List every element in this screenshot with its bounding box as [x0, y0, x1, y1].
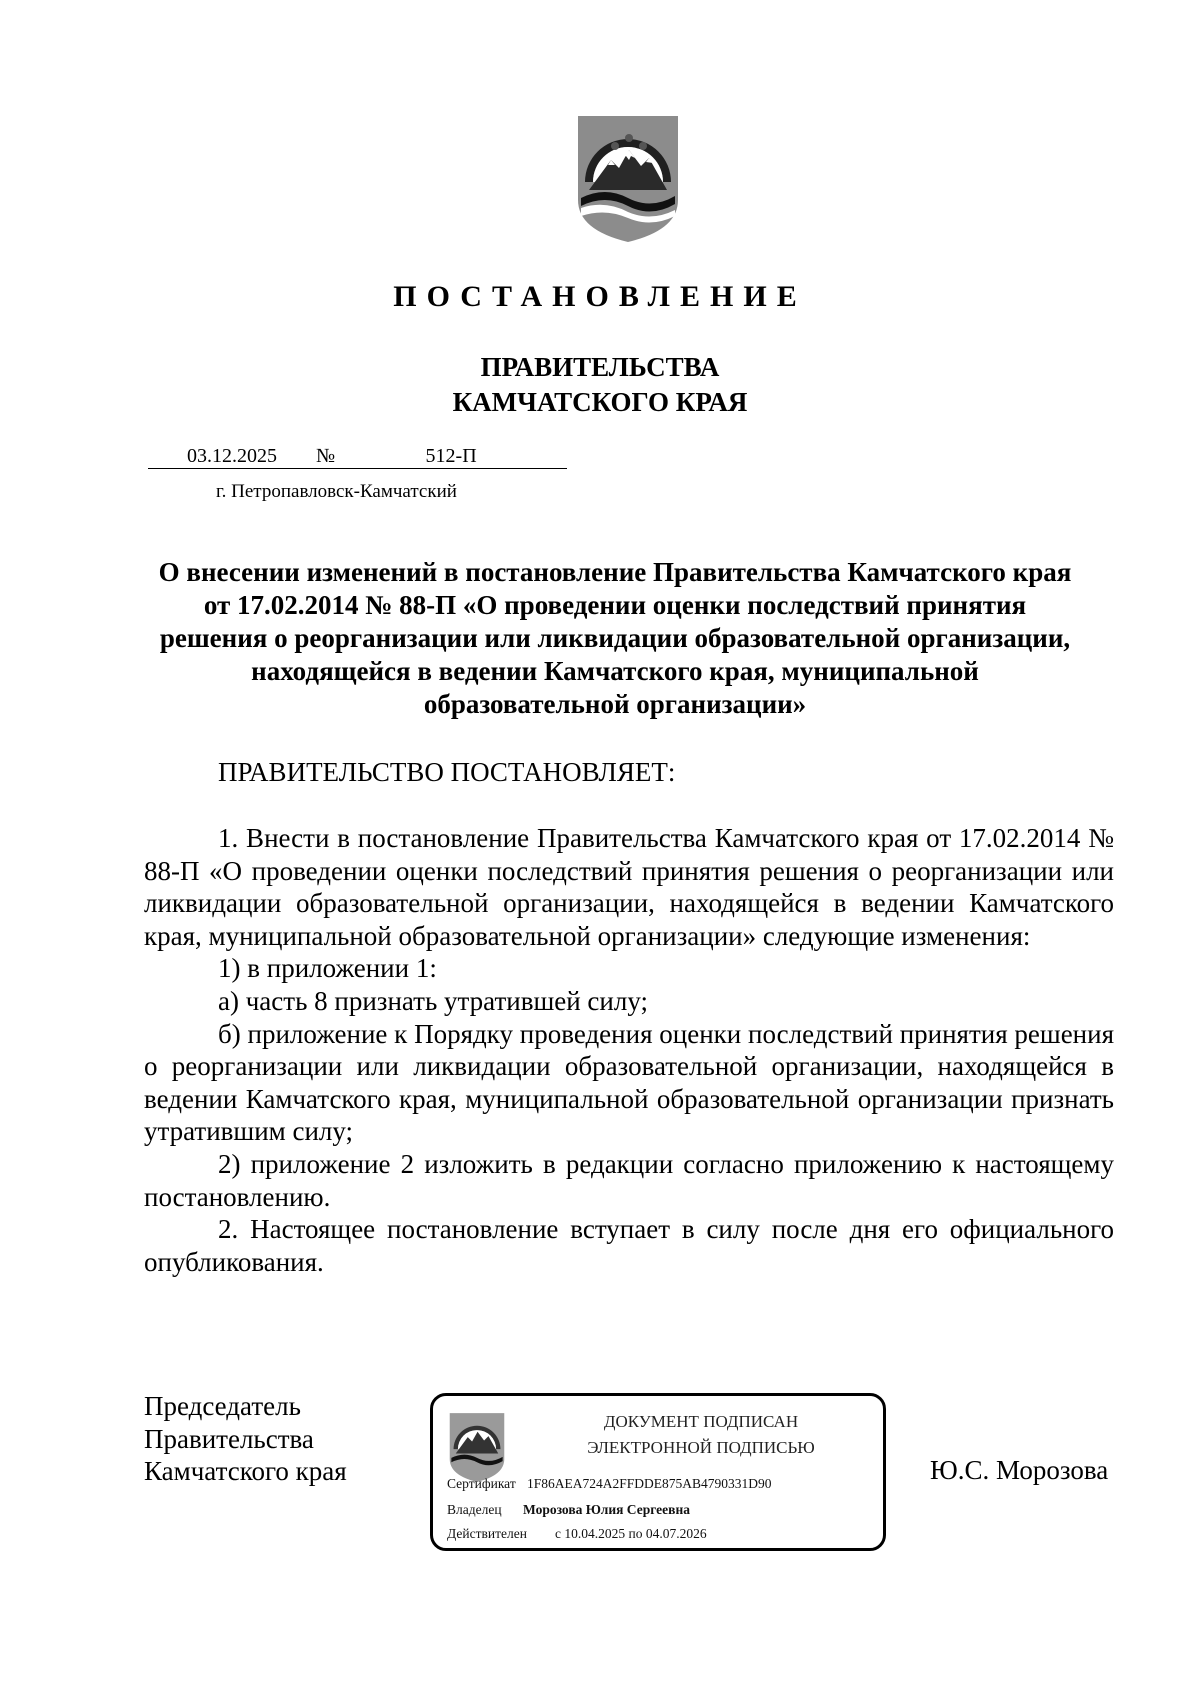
document-subject	[120, 556, 1110, 721]
subject-line: находящейся в ведении Камчатского края, муниципальной	[251, 656, 979, 686]
document-type-title: ПОСТАНОВЛЕНИЕ	[393, 280, 807, 313]
body-paragraph: 1. Внести в постановление Правительства Камчатского края от 17.02.2014 № 88-П «О проведении оценки последствий принятия решения о реорганизации или ликвидации образовательной организации, находящейся в ведении Камчатского края, муниципальной образовательной организации» следующие изменения:	[144, 823, 1114, 951]
subject-line: решения о реорганизации или ликвидации образовательной организации,	[159, 623, 1071, 653]
subject-line: образовательной организации»	[423, 689, 807, 719]
signatory-position	[144, 1390, 347, 1488]
owner-value: Морозова Юлия Сергеевна	[523, 1502, 690, 1517]
document-date: 03.12.2025	[148, 444, 316, 469]
owner-label: Владелец	[447, 1502, 502, 1517]
body-paragraph: а) часть 8 признать утратившей силу;	[218, 985, 648, 1016]
resolves-heading: ПРАВИТЕЛЬСТВО ПОСТАНОВЛЯЕТ:	[218, 757, 676, 787]
document-number: 512-П	[335, 444, 567, 469]
owner-row	[447, 1502, 690, 1518]
stamp-title-line-1: ДОКУМЕНТ ПОДПИСАН	[603, 1412, 799, 1431]
stamp-title-line-2: ЭЛЕКТРОННОЙ ПОДПИСЬЮ	[587, 1438, 815, 1457]
position-line: Председатель	[144, 1391, 301, 1421]
number-sign: №	[316, 445, 336, 467]
certificate-row	[447, 1476, 772, 1492]
position-line: Камчатского края	[144, 1456, 347, 1486]
stamp-emblem-icon	[448, 1411, 506, 1483]
certificate-value: 1F86AEA724A2FFDDE875AB4790331D90	[527, 1476, 772, 1491]
date-number-row	[148, 444, 567, 469]
body-paragraph: 2) приложение 2 изложить в редакции согласно приложению к настоящему постановлению.	[144, 1148, 1114, 1212]
certificate-label: Сертификат	[447, 1476, 516, 1491]
electronic-signature-stamp	[430, 1393, 886, 1551]
body-paragraph: 2. Настоящее постановление вступает в силу после дня его официального опубликования.	[144, 1214, 1114, 1277]
subject-line: от 17.02.2014 № 88-П «О проведении оценки последствий принятия	[203, 590, 1027, 620]
validity-label: Действителен	[447, 1526, 527, 1541]
city: г. Петропавловск-Камчатский	[216, 481, 457, 502]
issuer-line-2: КАМЧАТСКОГО КРАЯ	[452, 387, 748, 417]
document-body	[144, 822, 1114, 1278]
validity-row	[447, 1526, 707, 1542]
issuer-line-1: ПРАВИТЕЛЬСТВА	[480, 352, 720, 382]
signatory-name: Ю.С. Морозова	[930, 1455, 1109, 1485]
subject-line: О внесении изменений в постановление Правительства Камчатского края	[158, 557, 1072, 587]
coat-of-arms-emblem	[575, 112, 681, 244]
body-paragraph: 1) в приложении 1:	[218, 953, 437, 984]
position-line: Правительства	[144, 1423, 314, 1454]
body-paragraph: б) приложение к Порядку проведения оценки последствий принятия решения о реорганизации или ликвидации образовательной организации, находящейся в ведении Камчатского края, муниципальной образовательной организации признать утратившим силу;	[144, 1018, 1114, 1147]
validity-value: с 10.04.2025 по 04.07.2026	[555, 1526, 707, 1541]
